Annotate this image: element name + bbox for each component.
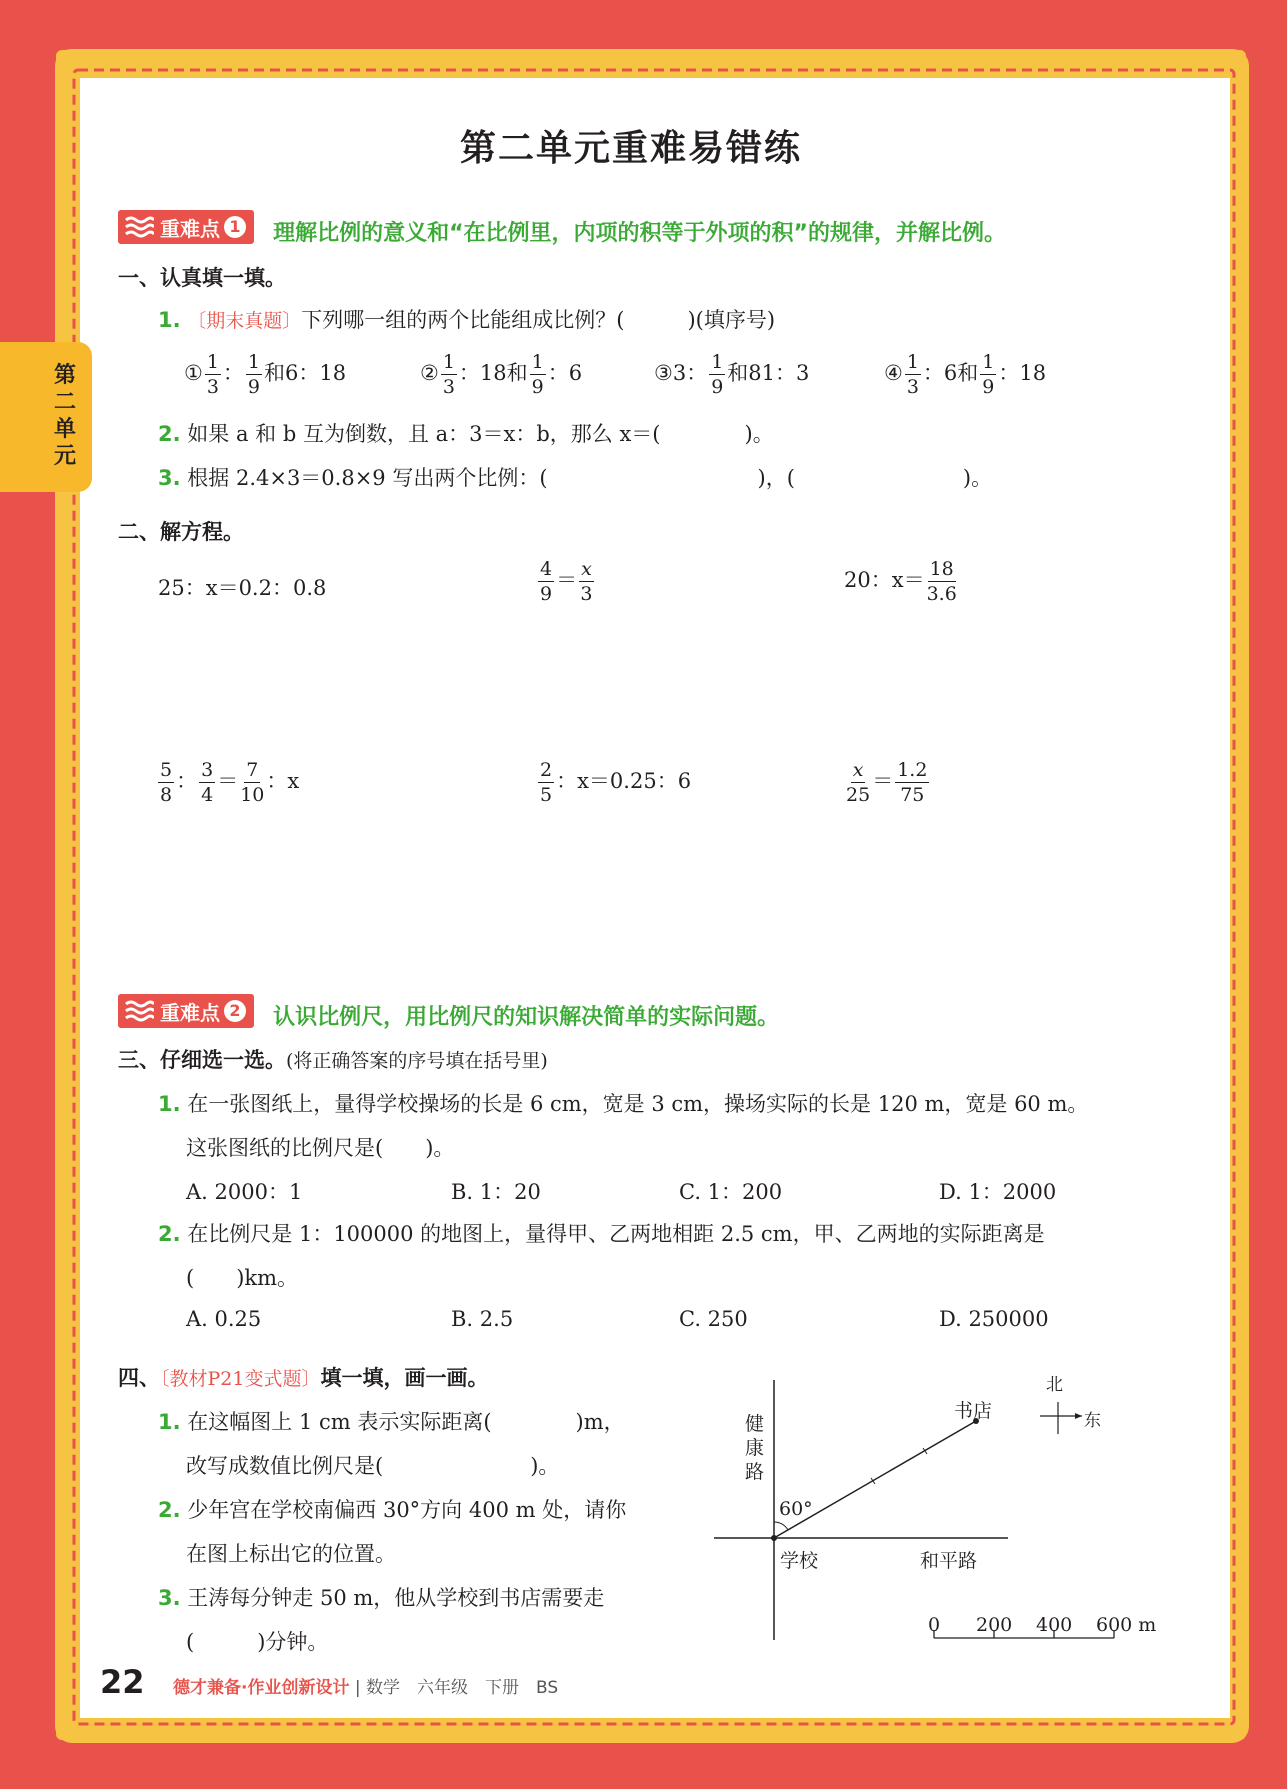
option-rest: 和81：3 [727, 361, 810, 385]
scale-label-200: 200 [976, 1614, 1013, 1636]
numerator: 18 [929, 558, 954, 580]
option-mid: ：18和 [458, 361, 528, 385]
equation-2 [536, 557, 596, 606]
s4-question-3 [158, 1582, 604, 1612]
numerator: 7 [246, 759, 259, 781]
s4-q2-line-1: 少年宫在学校南偏西 30°方向 400 m 处，请你 [187, 1498, 627, 1522]
numerator: 4 [540, 558, 553, 580]
s4-q3-line-1: 王涛每分钟走 50 m，他从学校到书店需要走 [187, 1586, 605, 1610]
s3-q1-choice-c: C. 1：200 [679, 1180, 783, 1204]
fraction [980, 350, 996, 399]
denominator: 9 [540, 583, 553, 605]
scale-label-0: 0 [928, 1614, 941, 1636]
equals: ＝ [217, 769, 239, 793]
section-4-title: 填一填，画一画。 [320, 1366, 489, 1390]
denominator: 3 [442, 376, 455, 398]
equals: ＝ [872, 769, 894, 793]
s3-question-1 [158, 1088, 1088, 1118]
numerator: 1 [982, 351, 995, 373]
s1-q3-text: 根据 2.4×3＝0.8×9 写出两个比例：( )，( )。 [187, 466, 993, 490]
fraction [205, 350, 221, 399]
footer-info: | 数学 六年级 下册 BS [354, 1678, 559, 1698]
fraction [709, 350, 725, 399]
unit-side-tab-label: 第二单元 [54, 363, 77, 469]
equation-1: 25：x＝0.2：0.8 [158, 576, 327, 600]
fraction [538, 557, 554, 606]
scale-label-400: 400 [1036, 1614, 1073, 1636]
s4-q2-line-2: 在图上标出它的位置。 [186, 1542, 396, 1566]
option-label: ④ [884, 361, 903, 385]
fraction [538, 758, 554, 807]
denominator: 8 [160, 784, 173, 806]
numerator: 1 [442, 351, 455, 373]
numerator: 3 [201, 759, 214, 781]
key-point-2-number: 2 [224, 1000, 246, 1022]
section-2-heading: 二、解方程。 [118, 520, 244, 544]
numerator: x [852, 759, 864, 781]
footer-brand: 德才兼备·作业创新设计 [173, 1678, 350, 1698]
section-3-note: (将正确答案的序号填在括号里) [286, 1050, 548, 1072]
s4-q3-number: 3. [158, 1586, 181, 1610]
school-point [771, 1535, 777, 1541]
key-point-1-badge [118, 210, 254, 244]
school-label: 学校 [780, 1550, 819, 1572]
denominator: 10 [240, 784, 265, 806]
s1-question-1 [158, 304, 775, 334]
numerator: x [581, 558, 592, 580]
s1-q1-option-4 [884, 350, 1046, 399]
s4-q1-number: 1. [158, 1410, 181, 1434]
s3-question-2 [158, 1218, 1045, 1248]
fraction [158, 758, 174, 807]
s1-q1-text: 下列哪一组的两个比能组成比例？( )(填序号) [301, 308, 776, 332]
s4-q3-line-2: ( )分钟。 [186, 1630, 329, 1654]
denominator: 9 [531, 376, 544, 398]
option-rest: ：18 [998, 361, 1047, 385]
s3-q1-line-2: 这张图纸的比例尺是( )。 [186, 1136, 455, 1160]
numerator: 1 [711, 351, 724, 373]
s3-q1-line-1: 在一张图纸上，量得学校操场的长是 6 cm，宽是 3 cm，操场实际的长是 120 m，宽是 60 m。 [187, 1092, 1089, 1116]
fraction [530, 350, 546, 399]
s3-q2-choice-a: A. 0.25 [186, 1307, 262, 1331]
numerator: 2 [540, 759, 553, 781]
section-4-heading [118, 1362, 488, 1392]
denominator: 3 [580, 583, 593, 605]
s1-question-3 [158, 462, 992, 492]
fraction [846, 758, 870, 807]
key-point-2-badge-label: 重难点 [160, 1000, 220, 1025]
denominator: 75 [900, 784, 925, 806]
option-label: ① [184, 361, 203, 385]
numerator: 1 [247, 351, 261, 373]
compass-arrow [1075, 1413, 1082, 1419]
s1-q1-tag: 〔期末真题〕 [187, 310, 302, 332]
denominator: 3 [206, 376, 219, 398]
s3-q1-choice-a: A. 2000：1 [186, 1180, 303, 1204]
s3-q1-choice-d: D. 1：2000 [939, 1180, 1057, 1204]
key-point-1-text: 理解比例的意义和“在比例里，内项的积等于外项的积”的规律，并解比例。 [273, 221, 1007, 246]
denominator: 9 [982, 376, 995, 398]
denominator: 9 [247, 376, 261, 398]
s4-question-1 [158, 1406, 625, 1436]
s1-q1-option-3 [654, 350, 809, 399]
bookstore-label: 书店 [954, 1400, 993, 1422]
equals: ＝ [556, 568, 578, 592]
key-point-2-text: 认识比例尺，用比例尺的知识解决简单的实际问题。 [273, 1005, 780, 1030]
s4-q2-number: 2. [158, 1498, 181, 1522]
s1-question-2 [158, 418, 774, 448]
road-label-kangjian: 健康路 [745, 1413, 765, 1483]
numerator: 1 [531, 351, 544, 373]
section-3-title: 三、仔细选一选。 [118, 1048, 286, 1072]
option-label: ③ [654, 361, 673, 385]
option-label: ② [420, 361, 439, 385]
s4-q1-line-1: 在这幅图上 1 cm 表示实际距离( )m， [187, 1410, 625, 1434]
s1-q2-number: 2. [158, 422, 181, 446]
section-4-tag: 〔教材P21变式题〕 [160, 1368, 321, 1390]
equation-3 [844, 557, 959, 606]
fraction [905, 350, 921, 399]
denominator: 4 [201, 784, 214, 806]
denominator: 3 [906, 376, 919, 398]
eq-pre: 20：x＝ [844, 568, 925, 592]
colon: ： [222, 361, 244, 385]
fraction [441, 350, 457, 399]
scale-label-600: 600 m [1096, 1614, 1157, 1636]
option-rest: ：6 [547, 361, 583, 385]
s3-q2-line-1: 在比例尺是 1：100000 的地图上，量得甲、乙两地相距 2.5 cm，甲、乙两地的实际距离是 [187, 1222, 1045, 1246]
equation-6 [844, 758, 931, 807]
s1-q1-number: 1. [158, 308, 181, 332]
numerator: 1.2 [897, 759, 928, 781]
s4-question-2 [158, 1494, 626, 1524]
option-rest: 和6：18 [264, 361, 347, 385]
eq-rest: ：x [266, 769, 300, 793]
fraction [895, 758, 929, 807]
waves-icon [124, 998, 154, 1024]
s3-q2-choice-d: D. 250000 [939, 1307, 1049, 1331]
fraction [246, 350, 262, 399]
equation-5 [536, 758, 691, 807]
page-title: 第二单元重难易错练 [460, 128, 803, 169]
s3-q1-number: 1. [158, 1092, 181, 1116]
s3-q2-choice-b: B. 2.5 [451, 1307, 514, 1331]
fraction [199, 758, 215, 807]
denominator: 3.6 [926, 583, 957, 605]
angle-arc [774, 1522, 788, 1530]
key-point-1-badge-label: 重难点 [160, 216, 220, 241]
numerator: 1 [206, 351, 219, 373]
page-number: 22 [100, 1663, 145, 1701]
s1-q3-number: 3. [158, 466, 181, 490]
denominator: 9 [711, 376, 724, 398]
s3-q2-number: 2. [158, 1222, 181, 1246]
fraction [927, 557, 957, 606]
key-point-1 [118, 210, 1006, 247]
road-label-heping: 和平路 [920, 1550, 978, 1572]
compass-north-label: 北 [1046, 1375, 1063, 1395]
s4-q1-line-2: 改写成数值比例尺是( )。 [186, 1454, 560, 1478]
option-mid: ：6和 [922, 361, 979, 385]
key-point-2-badge [118, 994, 254, 1028]
equation-4 [156, 758, 299, 807]
numerator: 5 [160, 759, 173, 781]
denominator: 25 [846, 784, 871, 806]
footer-text [173, 1673, 558, 1698]
denominator: 5 [540, 784, 553, 806]
s1-q2-text: 如果 a 和 b 互为倒数，且 a：3＝x：b，那么 x＝( )。 [187, 422, 774, 446]
key-point-2 [118, 994, 779, 1031]
fraction [240, 758, 264, 807]
fraction [579, 557, 594, 606]
unit-side-tab [0, 342, 92, 492]
school-to-bookstore-line [774, 1421, 976, 1538]
section-3-heading [118, 1044, 548, 1074]
colon: ： [176, 769, 198, 793]
s1-q1-option-2 [420, 350, 582, 399]
section-4-prefix: 四、 [118, 1366, 160, 1390]
section-1-heading: 一、认真填一填。 [118, 266, 286, 290]
s1-q1-option-1 [184, 350, 346, 399]
compass-east-label: 东 [1084, 1411, 1101, 1431]
eq-rest: ：x＝0.25：6 [556, 769, 692, 793]
angle-label: 60° [779, 1498, 813, 1520]
s3-q2-choice-c: C. 250 [679, 1307, 748, 1331]
s3-q1-choice-b: B. 1：20 [451, 1180, 541, 1204]
key-point-1-number: 1 [224, 216, 246, 238]
numerator: 1 [906, 351, 919, 373]
option-pre: 3： [672, 361, 708, 385]
waves-icon [124, 214, 154, 240]
s3-q2-line-2: ( )km。 [186, 1266, 299, 1290]
